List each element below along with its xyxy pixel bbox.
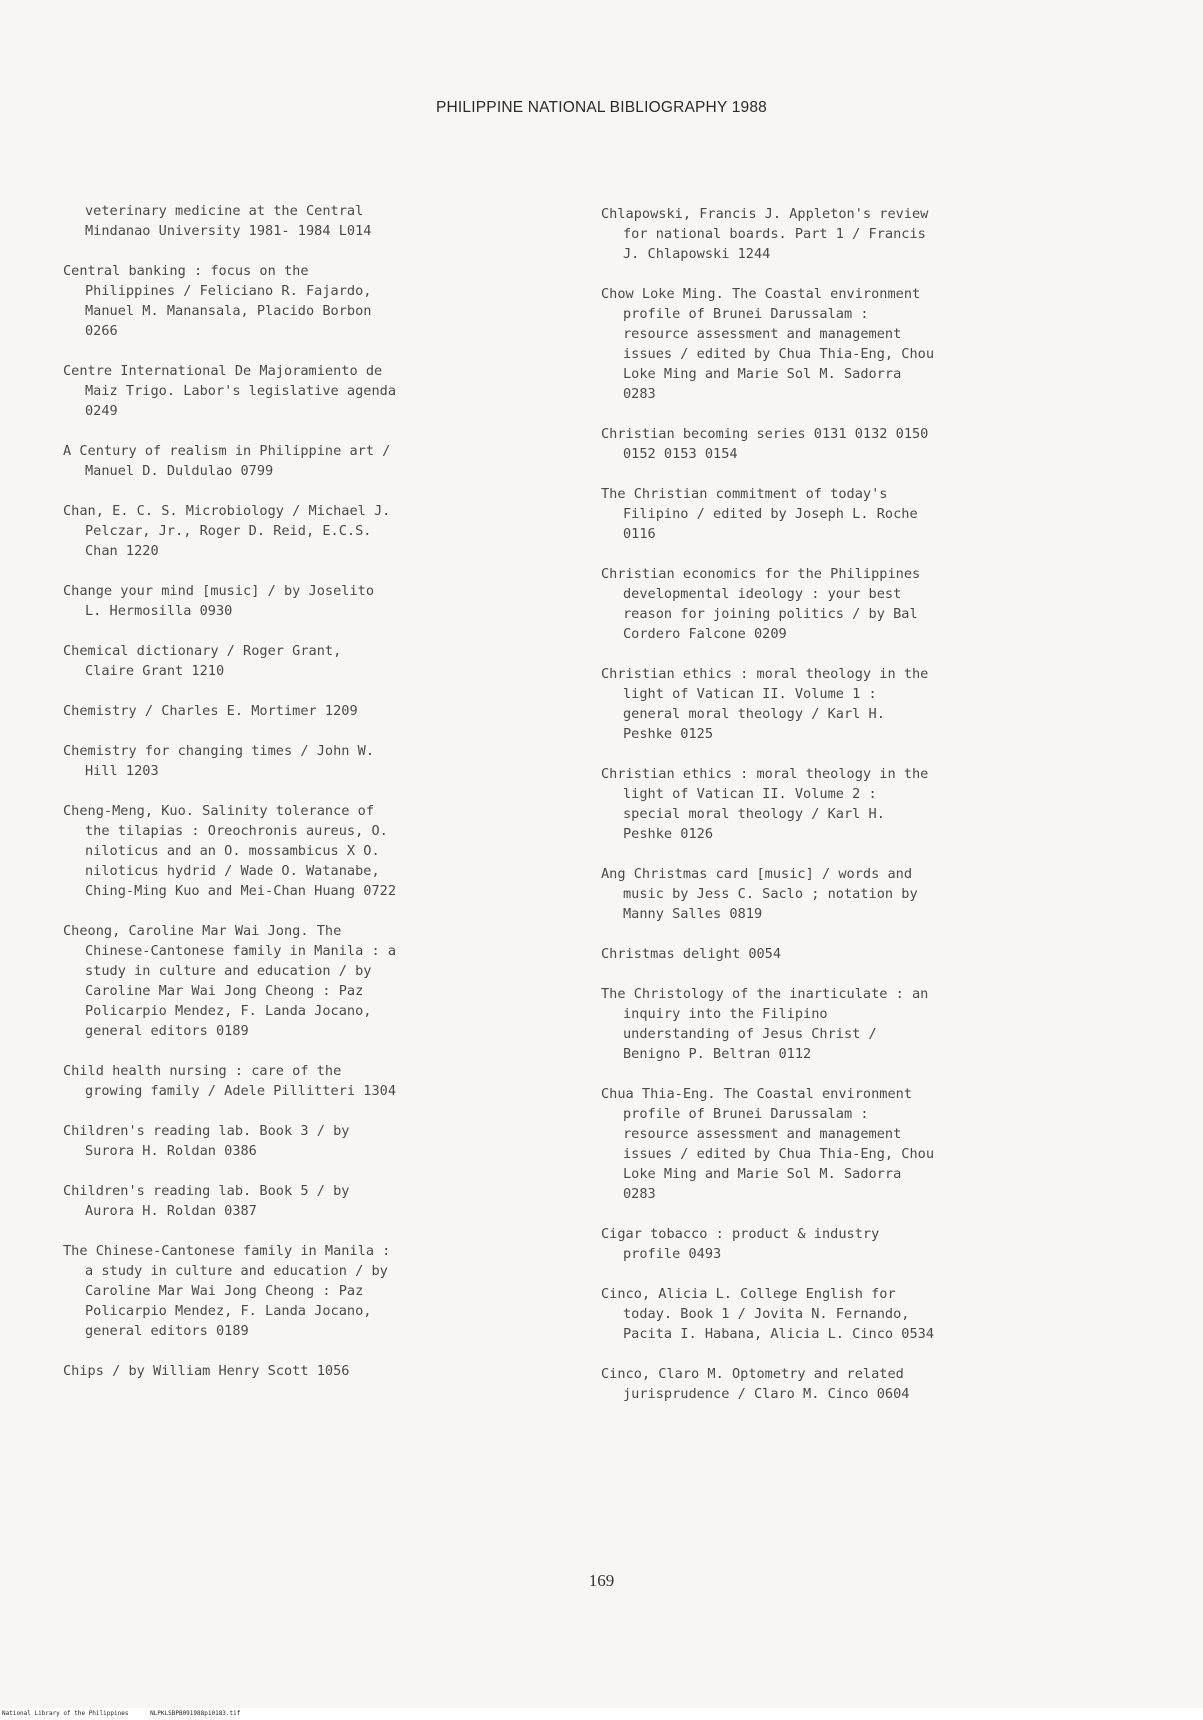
bibliography-entry: Child health nursing : care of the growing family / Adele Pillitteri 1304	[63, 1063, 396, 1099]
bibliography-entry: Chow Loke Ming. The Coastal environment profile of Brunei Darussalam : resource assessment and management issues / edited by Chua Thia-Eng, Chou Loke Ming and Marie Sol M. Sadorra 0283	[601, 286, 934, 402]
bibliography-entry: Chemistry for changing times / John W. Hill 1203	[63, 743, 374, 779]
footer-file: NLPKLSBPB091988p10183.tif	[150, 1710, 241, 1717]
footer-library: National Library of the Philippines	[2, 1710, 129, 1717]
left-column	[63, 201, 568, 1401]
page-title: PHILIPPINE NATIONAL BIBLIOGRAPHY 1988	[435, 99, 767, 116]
scan-footer	[0, 1708, 1203, 1720]
bibliography-entry: Cinco, Alicia L. College English for today. Book 1 / Jovita N. Fernando, Pacita I. Habana, Alicia L. Cinco 0534	[601, 1286, 934, 1342]
bibliography-entry: Chlapowski, Francis J. Appleton's review for national boards. Part 1 / Francis J. Chlapowski 1244	[601, 206, 929, 262]
bibliography-entry: Centre International De Majoramiento de Maiz Trigo. Labor's legislative agenda 0249	[63, 363, 396, 419]
bibliography-entry: Children's reading lab. Book 3 / by Surora H. Roldan 0386	[63, 1123, 350, 1159]
bibliography-entry: The Chinese-Cantonese family in Manila : a study in culture and education / by Caroline Mar Wai Jong Cheong : Paz Policarpio Mendez, F. Landa Jocano, general editors 0189	[63, 1243, 391, 1339]
bibliography-entry: Christian becoming series 0131 0132 0150 0152 0153 0154	[601, 426, 929, 462]
bibliography-entry: Christian ethics : moral theology in the light of Vatican II. Volume 1 : general moral theology / Karl H. Peshke 0125	[601, 666, 929, 742]
bibliography-entry: Children's reading lab. Book 5 / by Aurora H. Roldan 0387	[63, 1183, 350, 1219]
bibliography-entry: A Century of realism in Philippine art / Manuel D. Duldulao 0799	[63, 443, 391, 479]
bibliography-entry: Central banking : focus on the Philippines / Feliciano R. Fajardo, Manuel M. Manansala, Placido Borbon 0266	[63, 263, 372, 339]
bibliography-entry: Chua Thia-Eng. The Coastal environment profile of Brunei Darussalam : resource assessment and management issues / edited by Chua Thia-Eng, Chou Loke Ming and Marie Sol M. Sadorra 0283	[601, 1086, 934, 1202]
bibliography-entry: The Christian commitment of today's Filipino / edited by Joseph L. Roche 0116	[601, 486, 918, 542]
bibliography-entry: Cheng-Meng, Kuo. Salinity tolerance of the tilapias : Oreochronis aureus, O. niloticus and an O. mossambicus X O. niloticus hydrid / Wade O. Watanabe, Ching-Ming Kuo and Mei-Chan Huang 0722	[63, 803, 396, 899]
bibliography-entry: Change your mind [music] / by Joselito L. Hermosilla 0930	[63, 583, 374, 619]
page-number: 169	[588, 1571, 615, 1590]
bibliography-entry: Chemical dictionary / Roger Grant, Claire Grant 1210	[63, 643, 342, 679]
bibliography-entry: veterinary medicine at the Central Mindanao University 1981- 1984 L014	[85, 203, 372, 239]
bibliography-entry: Christian economics for the Philippines developmental ideology : your best reason for joining politics / by Bal Cordero Falcone 0209	[601, 566, 921, 642]
right-column	[601, 204, 1106, 1424]
bibliography-entry: The Christology of the inarticulate : an inquiry into the Filipino understanding of Jesus Christ / Benigno P. Beltran 0112	[601, 986, 929, 1062]
bibliography-entry: Christmas delight 0054	[601, 946, 782, 962]
bibliography-entry: Cinco, Claro M. Optometry and related jurisprudence / Claro M. Cinco 0604	[601, 1366, 910, 1402]
bibliography-entry: Cigar tobacco : product & industry profile 0493	[601, 1226, 880, 1262]
bibliography-entry: Ang Christmas card [music] / words and music by Jess C. Saclo ; notation by Manny Salles 0819	[601, 866, 918, 922]
bibliography-entry: Chips / by William Henry Scott 1056	[63, 1363, 350, 1379]
bibliography-entry: Chemistry / Charles E. Mortimer 1209	[63, 703, 358, 719]
bibliography-entry: Cheong, Caroline Mar Wai Jong. The Chinese-Cantonese family in Manila : a study in culture and education / by Caroline Mar Wai Jong Cheong : Paz Policarpio Mendez, F. Landa Jocano, general editors 0189	[63, 923, 396, 1039]
bibliography-entry: Chan, E. C. S. Microbiology / Michael J. Pelczar, Jr., Roger D. Reid, E.C.S. Chan 1220	[63, 503, 391, 559]
bibliography-entry: Christian ethics : moral theology in the light of Vatican II. Volume 2 : special moral theology / Karl H. Peshke 0126	[601, 766, 929, 842]
